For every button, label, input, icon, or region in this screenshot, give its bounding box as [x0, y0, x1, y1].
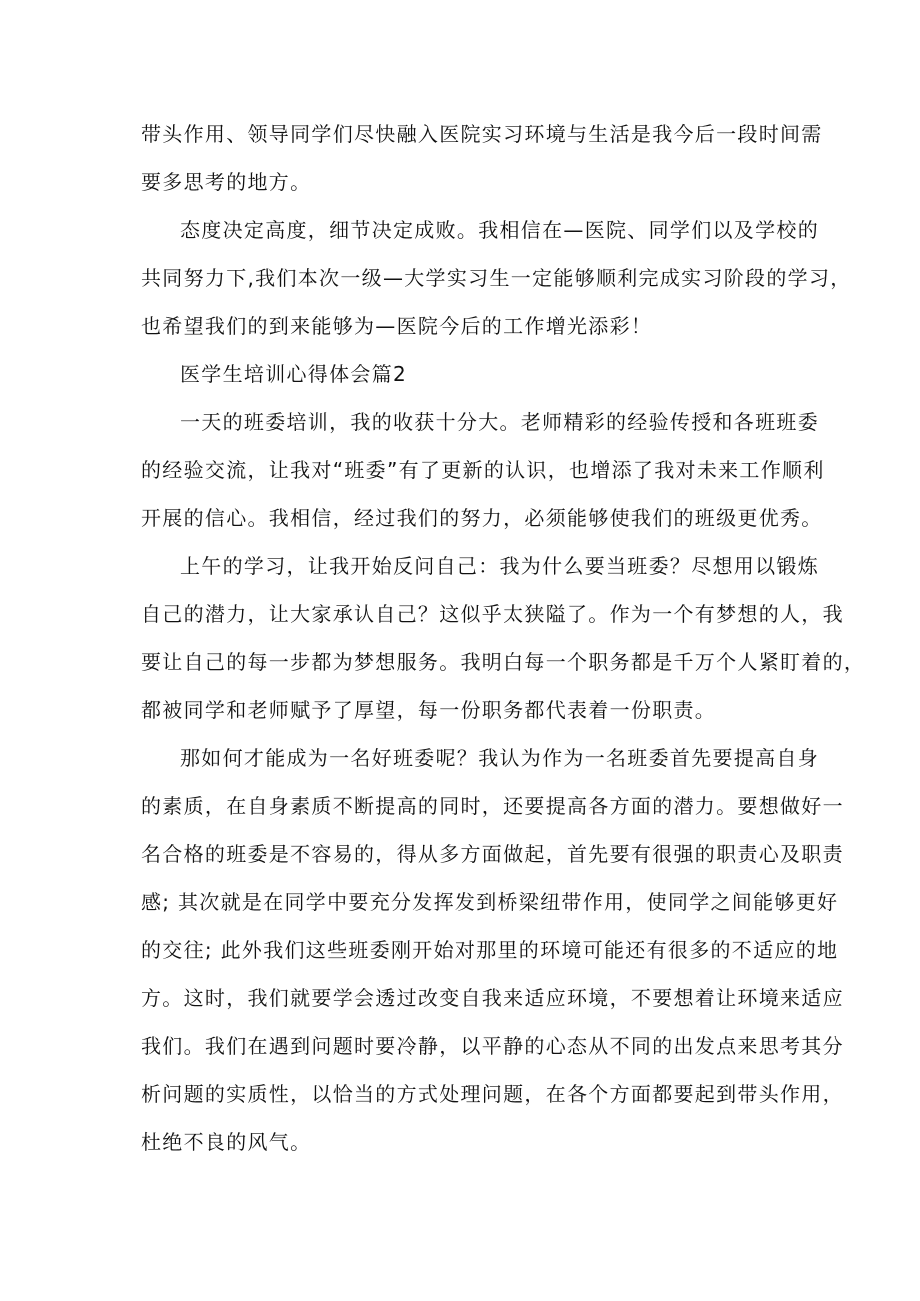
- text-line: 要让自己的每一步都为梦想服务。我明白每一个职务都是千万个人紧盯着的，: [141, 650, 866, 674]
- text-line: 也希望我们的到来能够为—医院今后的工作增光添彩！: [141, 314, 653, 338]
- text-line: 名合格的班委是不容易的，得从多方面做起，首先要有很强的职责心及职责: [141, 842, 844, 866]
- text-line: 自己的潜力，让大家承认自己？这似乎太狭隘了。作为一个有梦想的人，我: [141, 602, 844, 626]
- text-line: 共同努力下,我们本次一级—大学实习生一定能够顺利完成实习阶段的学习，: [141, 266, 852, 290]
- text-line: 要多思考的地方。: [141, 170, 312, 194]
- text-line: 的经验交流，让我对“班委”有了更新的认识，也增添了我对未来工作顺利: [141, 458, 825, 482]
- paragraph-start-line: 那如何才能成为一名好班委呢？我认为作为一名班委首先要提高自身: [180, 746, 819, 770]
- section-heading: 医学生培训心得体会篇2: [180, 362, 408, 386]
- text-line: 方。这时，我们就要学会透过改变自我来适应环境，不要想着让环境来适应: [141, 986, 844, 1010]
- text-line: 感; 其次就是在同学中要充分发挥发到桥梁纽带作用，使同学之间能够更好: [141, 890, 839, 914]
- text-line: 杜绝不良的风气。: [141, 1130, 312, 1154]
- text-line: 我们。我们在遇到问题时要冷静，以平静的心态从不同的出发点来思考其分: [141, 1034, 844, 1058]
- paragraph-start-line: 上午的学习，让我开始反问自己：我为什么要当班委？尽想用以锻炼: [180, 554, 819, 578]
- text-line: 都被同学和老师赋予了厚望，每一份职务都代表着一份职责。: [141, 698, 717, 722]
- text-line: 开展的信心。我相信，经过我们的努力，必须能够使我们的班级更优秀。: [141, 506, 823, 530]
- text-line: 的交往; 此外我们这些班委刚开始对那里的环境可能还有很多的不适应的地: [141, 938, 839, 962]
- paragraph-start-line: 态度决定高度，细节决定成败。我相信在—医院、同学们以及学校的: [180, 218, 819, 242]
- text-line: 的素质，在自身素质不断提高的同时，还要提高各方面的潜力。要想做好一: [141, 794, 844, 818]
- text-line: 带头作用、领导同学们尽快融入医院实习环境与生活是我今后一段时间需: [141, 122, 823, 146]
- text-line: 析问题的实质性，以恰当的方式处理问题，在各个方面都要起到带头作用，: [141, 1082, 844, 1106]
- paragraph-start-line: 一天的班委培训，我的收获十分大。老师精彩的经验传授和各班班委: [180, 410, 819, 434]
